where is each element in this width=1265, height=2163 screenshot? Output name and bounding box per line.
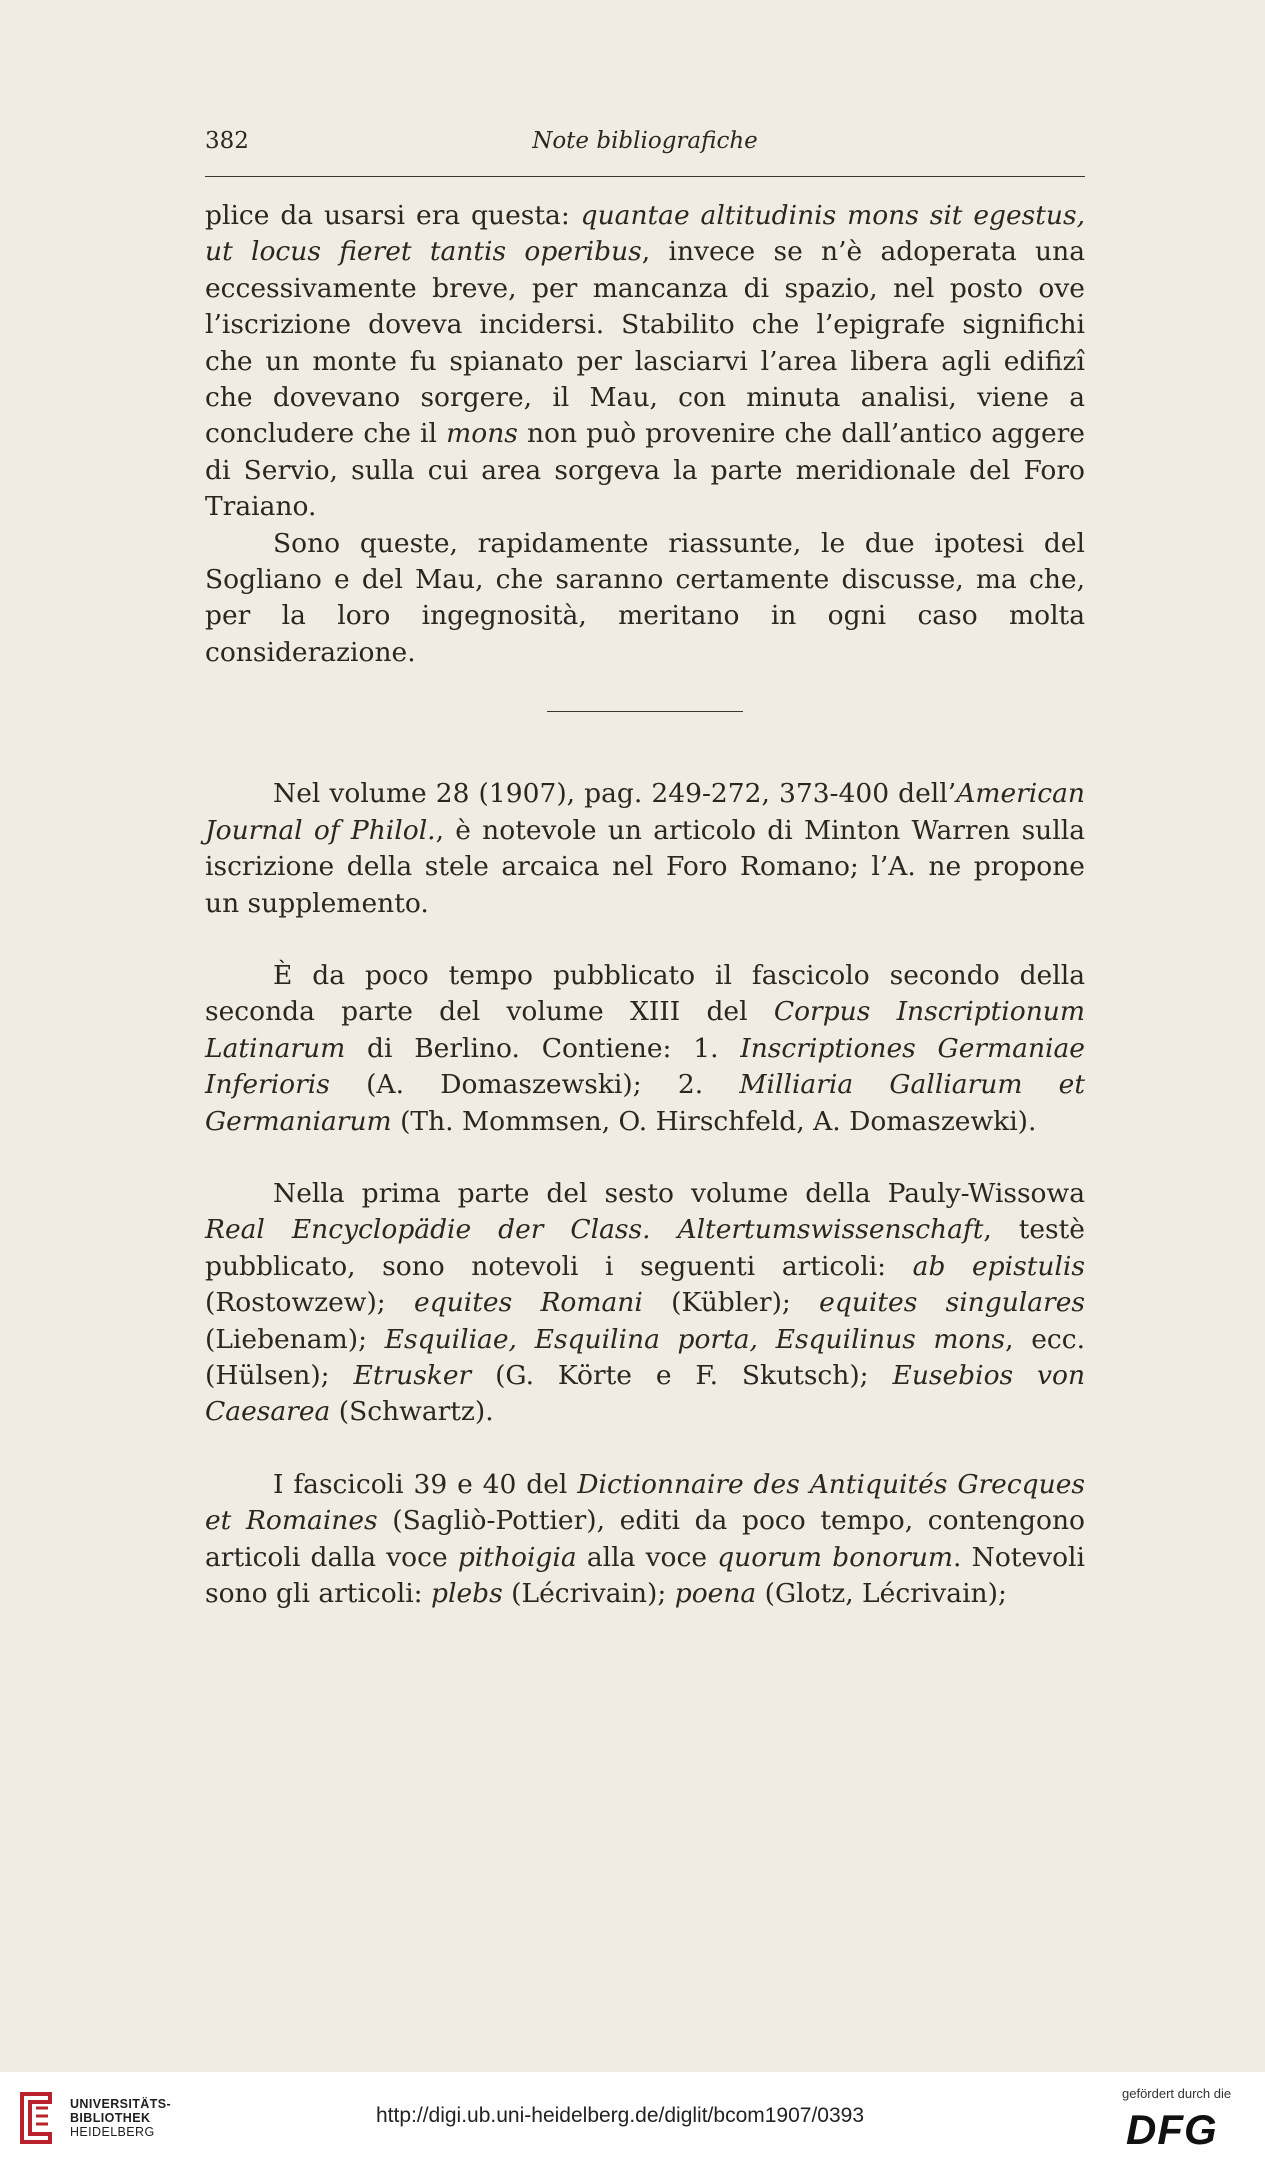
paragraph: plice da usarsi era questa: quantae altitudinis mons sit egestus, ut locus fieret tantis operibus, invece se n’è adoperata una eccessivamente breve, per mancanza di spazio, nel posto ove l’iscrizione doveva incidersi. Stabilito che l’epigrafe significhi che un monte fu spianato per lasciarvi l’area libera agli edifizî che dovevano sorgere, il Mau, con minuta analisi, viene a concludere che il mons non può provenire che dall’antico aggere di Servio, sulla cui area sorgeva la parte meridionale del Foro Traiano. xyxy=(205,200,1085,523)
section-divider xyxy=(547,711,743,712)
header-rule xyxy=(205,176,1085,177)
paragraph: I fascicoli 39 e 40 del Dictionnaire des Antiquités Grecques et Romaines (Sagliò-Pottier), editi da poco tempo, contengono articoli dalla voce pithoigia alla voce quorum bonorum. Notevoli sono gli articoli: plebs (Lécrivain); poena (Glotz, Lécrivain); xyxy=(205,1468,1086,1609)
source-url-link[interactable]: http://digi.ub.uni-heidelberg.de/diglit/bcom1907/0393 xyxy=(376,2104,865,2127)
dfg-logo: DFG xyxy=(1126,2106,1218,2153)
paragraph: È da poco tempo pubblicato il fascicolo secondo della seconda parte del volume XIII del Corpus Inscriptionum Latinarum di Berlino. Contiene: 1. Inscriptiones Germaniae Inferioris (A. Domaszewski); 2. Milliaria Galliarum et Germaniarum (Th. Mommsen, O. Hirschfeld, A. Domaszewki). xyxy=(205,959,1085,1137)
library-logo-icon xyxy=(14,2090,58,2146)
paragraph: Sono queste, rapidamente riassunte, le due ipotesi del Sogliano e del Mau, che saranno certamente discusse, ma che, per la loro ingegnosità, meritano in ogni caso molta considerazione. xyxy=(205,527,1085,668)
body-text xyxy=(205,198,1085,1612)
funding-note: gefördert durch die xyxy=(1122,2086,1232,2101)
paragraph: Nel volume 28 (1907), pag. 249-272, 373-400 dell’American Journal of Philol., è notevole un articolo di Minton Warren sulla iscrizione della stele arcaica nel Foro Romano; l’A. ne propone un supplemento. xyxy=(205,778,1085,919)
running-head xyxy=(205,128,1085,168)
page-number: 382 xyxy=(205,128,249,154)
running-title: Note bibliografiche xyxy=(532,128,758,154)
library-name: UNIVERSITÄTS- BIBLIOTHEK HEIDELBERG xyxy=(70,2097,172,2139)
paragraph: Nella prima parte del sesto volume della Pauly-Wissowa Real Encyclopädie der Class. Altertumswissenschaft, testè pubblicato, sono notevoli i seguenti articoli: ab epistulis (Rostowzew); equites Romani (Kübler); equites singulares (Liebenam); Esquiliae, Esquilina porta, Esquilinus mons, ecc. (Hülsen); Etrusker (G. Körte e F. Skutsch); Eusebios von Caesarea (Schwartz). xyxy=(205,1177,1086,1428)
footer-bar xyxy=(0,2072,1265,2163)
